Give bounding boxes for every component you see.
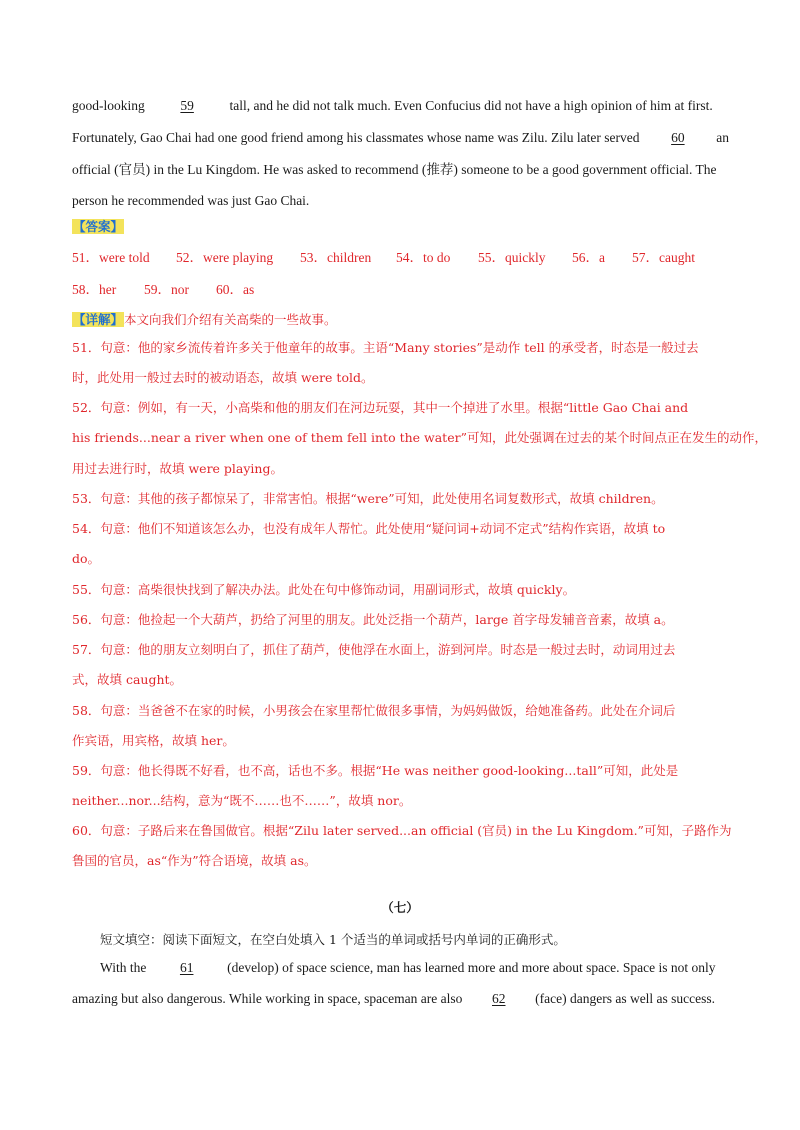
detail-tag: 【详解】: [73, 312, 124, 327]
explanation-line: 60．句意：子路后来在鲁国做官。根据“Zilu later served...an official (官员) in the Lu Kingdom.”可知，子路作为: [72, 823, 732, 838]
explanation-line: 57．句意：他的朋友立刻明白了，抓住了葫芦，使他浮在水面上，游到河岸。时态是一般过去时，动词用过去: [72, 642, 676, 657]
explanation-line: neither...nor...结构，意为“既不……也不……”，故填 nor。: [72, 793, 412, 808]
explanation-line: 56．句意：他捡起一个大葫芦，扔给了河里的朋友。此处泛指一个葫芦，large 首字母发辅音音素，故填 a。: [72, 612, 674, 627]
passage-line: official (官员) in the Lu Kingdom. He was asked to recommend (推荐) someone to be a good government official. The: [72, 162, 717, 177]
answer-52: 52．were playing: [176, 250, 274, 265]
explanation-line: 53．句意：其他的孩子都惊呆了，非常害怕。根据“were”可知，此处使用名词复数形式，故填 children。: [72, 491, 664, 506]
answer-heading: [72, 219, 732, 235]
explanation-line: 58．句意：当爸爸不在家的时候，小男孩会在家里帮忙做很多事情，为妈妈做饭，给她准备药。此处在介词后: [72, 703, 676, 718]
answer-53: 53．children: [300, 250, 372, 265]
detail-intro: 本文向我们介绍有关高柴的一些故事。: [124, 312, 337, 327]
blank-60[interactable]: 60: [671, 130, 685, 145]
blank-61[interactable]: 61: [179, 960, 194, 975]
detail-heading: [72, 312, 732, 328]
passage-line: amazing but also dangerous. While working in space, spaceman are also 62 (face) dangers as well as success.: [72, 991, 716, 1006]
passage-line: person he recommended was just Gao Chai.: [72, 193, 310, 208]
explanation-line: his friends...near a river when one of them fell into the water”可知，此处强调在过去的某个时间点正在发生的动作，: [72, 430, 767, 445]
section-title: （七）: [381, 900, 419, 915]
answer-57: 57．caught: [632, 250, 695, 265]
answer-56: 56．a: [572, 250, 605, 265]
explanation-line: do。: [72, 551, 101, 566]
answer-51: 51．were told: [72, 250, 150, 265]
explanation-line: 55．句意：高柴很快找到了解决办法。此处在句中修饰动词，用副词形式，故填 quickly。: [72, 582, 576, 597]
answer-60: 60．as: [216, 282, 255, 297]
answer-55: 55．quickly: [478, 250, 546, 265]
explanation-line: 式，故填 caught。: [72, 672, 183, 687]
explanation-line: 52．句意：例如，有一天，小高柴和他的朋友们在河边玩耍，其中一个掉进了水里。根据“little Gao Chai and: [72, 400, 689, 415]
explanation-line: 作宾语，用宾格，故填 her。: [72, 733, 235, 748]
answer-58: 58．her: [72, 282, 117, 297]
answer-tag: 【答案】: [73, 219, 124, 234]
passage-line: With the 61 (develop) of space science, man has learned more and more about space. Space is not only: [100, 960, 716, 975]
explanation-line: 59．句意：他长得既不好看，也不高，话也不多。根据“He was neither good-looking...tall”可知，此处是: [72, 763, 679, 778]
explanation-line: 54．句意：他们不知道该怎么办，也没有成年人帮忙。此处使用“疑问词+动词不定式”结构作宾语，故填 to: [72, 521, 666, 536]
answer-59: 59．nor: [144, 282, 189, 297]
passage-line: Fortunately, Gao Chai had one good friend among his classmates whose name was Zilu. Zilu later served 60 an: [72, 130, 729, 145]
explanation-line: 用过去进行时，故填 were playing。: [72, 461, 283, 476]
instruction: 短文填空：阅读下面短文，在空白处填入 1 个适当的单词或括号内单词的正确形式。: [100, 932, 566, 947]
passage-line: good-looking 59 tall, and he did not talk much. Even Confucius did not have a high opinion of him at first.: [72, 98, 713, 113]
explanation-line: 时，此处用一般过去时的被动语态，故填 were told。: [72, 370, 374, 385]
answer-54: 54．to do: [396, 250, 451, 265]
explanation-line: 鲁国的官员，as“作为”符合语境，故填 as。: [72, 853, 317, 868]
blank-62[interactable]: 62: [492, 991, 506, 1006]
blank-59[interactable]: 59: [180, 98, 194, 113]
explanation-line: 51．句意：他的家乡流传着许多关于他童年的故事。主语“Many stories”是动作 tell 的承受者，时态是一般过去: [72, 340, 699, 355]
